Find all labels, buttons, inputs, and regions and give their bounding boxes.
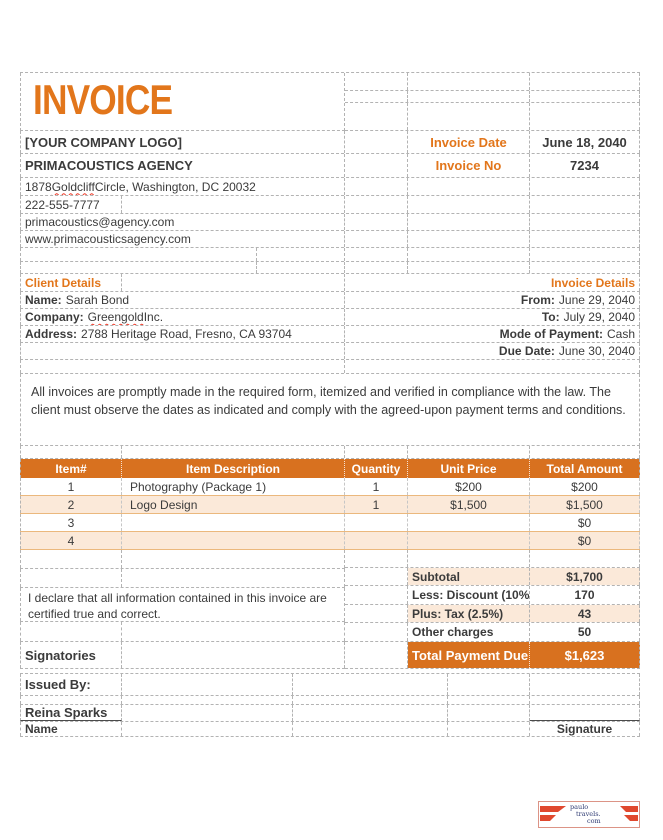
declaration-column [20, 550, 345, 669]
payment-mode-value: Cash [606, 327, 635, 341]
spacer-row [20, 446, 640, 459]
invoice-no-value: 7234 [530, 154, 640, 177]
col-header-total: Total Amount [530, 459, 640, 478]
page-title: INVOICE [33, 76, 173, 123]
from-label: From: [520, 293, 555, 307]
company-address: 1878 Goldcliff Circle, Washington, DC 20032 [20, 178, 345, 195]
issued-by-label: Issued By: [20, 674, 122, 695]
item-description: Photography (Package 1) [122, 478, 345, 495]
discount-value: 170 [530, 586, 640, 604]
client-name-label: Name: [25, 293, 62, 307]
tax-value: 43 [530, 605, 640, 622]
item-description [122, 532, 345, 549]
logo-line-3: com [587, 817, 601, 825]
other-charges-label: Other charges [408, 623, 530, 641]
client-company-suffix: Inc. [143, 310, 164, 324]
other-charges-value: 50 [530, 623, 640, 641]
item-number: 4 [20, 532, 122, 549]
tax-label: Plus: Tax (2.5%) [408, 605, 530, 622]
total-due-value: $1,623 [530, 642, 640, 668]
item-number: 1 [20, 478, 122, 495]
client-name-row [20, 292, 640, 309]
company-address-row [20, 178, 640, 196]
tax-row [345, 605, 640, 623]
logo-flag-left-icon [539, 801, 567, 829]
title-band [20, 72, 640, 131]
company-logo-placeholder: [YOUR COMPANY LOGO] [20, 131, 345, 153]
details-title-row [20, 274, 640, 292]
title-band-right-grid [345, 73, 640, 131]
item-description [122, 514, 345, 531]
discount-row [345, 586, 640, 605]
item-quantity [345, 532, 408, 549]
terms-paragraph: All invoices are promptly made in the required form, itemized and verified in compliance with the law. The client must observe the dates as indicated and comply with the agreed-upon payment terms and conditions. [20, 374, 640, 446]
due-date-row [20, 343, 640, 360]
name-signature-row [20, 722, 640, 737]
item-row [20, 496, 640, 514]
invoice-title-cell [20, 73, 345, 131]
company-name: PRIMACOUSTICS AGENCY [20, 154, 345, 177]
issued-by-name: Reina Sparks [20, 705, 122, 721]
logo-flag-right-icon [611, 801, 639, 829]
invoice-details-title: Invoice Details [550, 275, 635, 290]
item-quantity: 1 [345, 478, 408, 495]
company-phone-row [20, 196, 640, 214]
totals-section [20, 550, 640, 669]
logo-line-2: travels. [576, 810, 601, 818]
item-unit-price: $200 [408, 478, 530, 495]
item-total: $200 [530, 478, 640, 495]
company-website: www.primacousticsagency.com [20, 231, 345, 247]
spacer-row [20, 360, 640, 374]
issued-by-row [20, 674, 640, 696]
client-company-misspelled: Greengold [87, 310, 144, 324]
item-number: 3 [20, 514, 122, 531]
due-date-label: Due Date: [498, 344, 555, 358]
item-total: $0 [530, 514, 640, 531]
col-header-unit-price: Unit Price [408, 459, 530, 478]
total-due-row [345, 642, 640, 669]
item-unit-price [408, 514, 530, 531]
logo-line-1: paulo [570, 803, 589, 811]
signatories-label: Signatories [20, 642, 122, 668]
item-quantity: 1 [345, 496, 408, 513]
subtotal-value: $1,700 [530, 568, 640, 585]
item-row [20, 514, 640, 532]
company-invoice-no-row [20, 154, 640, 178]
item-row [20, 532, 640, 550]
spacer-row [20, 696, 640, 705]
name-label: Name [20, 722, 122, 736]
signature-section [20, 673, 640, 737]
subtotal-label: Subtotal [408, 568, 530, 585]
subtotal-row [345, 568, 640, 586]
client-company-row [20, 309, 640, 326]
payment-mode-label: Mode of Payment: [499, 327, 603, 341]
item-unit-price [408, 532, 530, 549]
misspelled-word: Goldcliff [51, 179, 95, 194]
item-unit-price: $1,500 [408, 496, 530, 513]
company-email-row [20, 214, 640, 231]
client-address-label: Address: [25, 327, 78, 341]
item-number: 2 [20, 496, 122, 513]
spacer-row [20, 262, 640, 274]
company-email: primacoustics@agency.com [20, 214, 345, 230]
company-phone: 222-555-7777 [20, 196, 122, 213]
spacer-row [20, 248, 640, 262]
footer-logo [538, 801, 640, 828]
item-total: $1,500 [530, 496, 640, 513]
col-header-item: Item# [20, 459, 122, 478]
client-address: 2788 Heritage Road, Fresno, CA 93704 [81, 327, 292, 341]
declaration-text: I declare that all information contained in this invoice are certified true and correct. [20, 588, 345, 621]
to-value: July 29, 2040 [563, 310, 635, 324]
client-name: Sarah Bond [65, 293, 130, 307]
signature-line [530, 705, 640, 721]
client-details-title: Client Details [25, 275, 102, 290]
client-company-label: Company: [25, 310, 84, 324]
item-quantity [345, 514, 408, 531]
col-header-description: Item Description [122, 459, 345, 478]
company-website-row [20, 231, 640, 248]
due-date-value: June 30, 2040 [558, 344, 635, 358]
total-due-label: Total Payment Due [408, 642, 530, 668]
footer-logo-text [567, 804, 611, 825]
signature-label: Signature [530, 722, 640, 736]
invoice-date-label: Invoice Date [408, 131, 530, 153]
invoice-sheet [20, 72, 640, 737]
client-address-row [20, 326, 640, 343]
totals-column [345, 550, 640, 669]
invoice-date-value: June 18, 2040 [530, 131, 640, 153]
invoice-no-label: Invoice No [408, 154, 530, 177]
other-charges-row [345, 623, 640, 642]
item-description: Logo Design [122, 496, 345, 513]
col-header-quantity: Quantity [345, 459, 408, 478]
discount-label: Less: Discount (10% [408, 586, 530, 604]
item-total: $0 [530, 532, 640, 549]
logo-invoice-date-row [20, 131, 640, 154]
to-label: To: [541, 310, 560, 324]
from-value: June 29, 2040 [558, 293, 635, 307]
issued-by-name-row [20, 705, 640, 722]
item-row [20, 478, 640, 496]
items-header-row [20, 459, 640, 478]
